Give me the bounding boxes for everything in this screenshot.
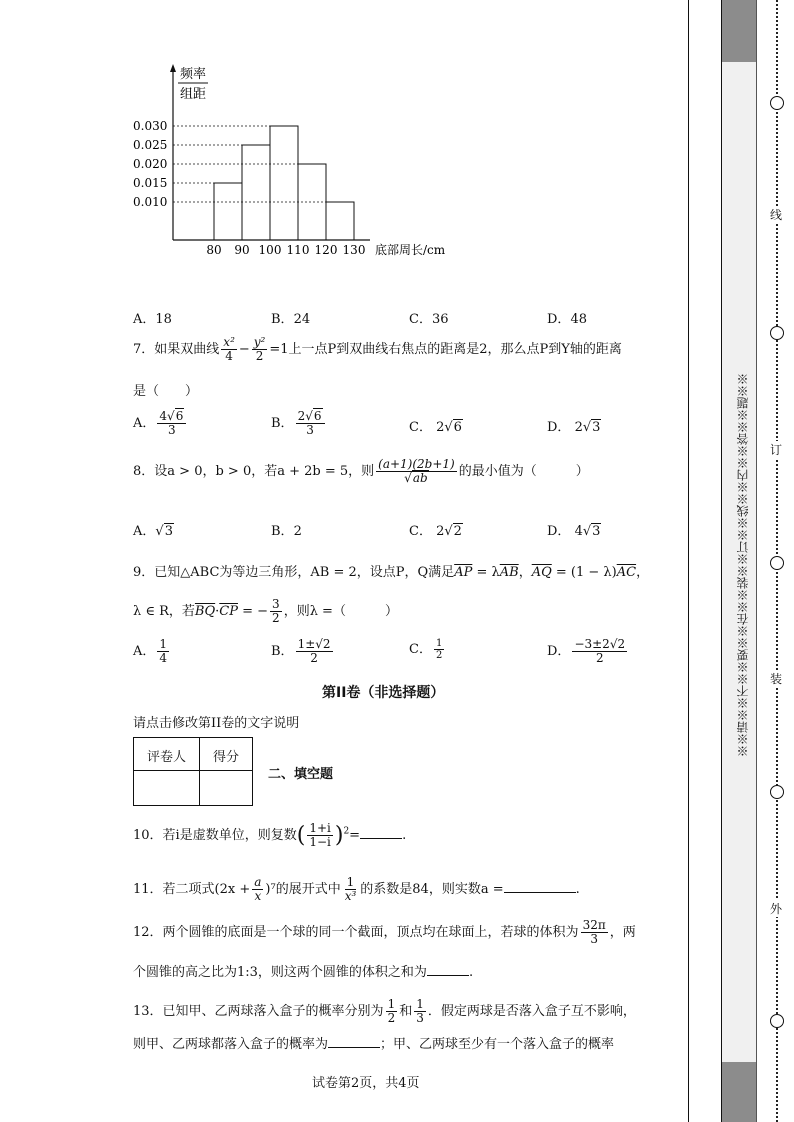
- x-tick-label: 130: [342, 243, 366, 257]
- q11-answer-blank[interactable]: [504, 892, 576, 893]
- question-13-line2: 则甲、乙两球都落入盒子的概率为 ；甲、乙两球至少有一个落入盒子的概率: [133, 1037, 615, 1052]
- histogram-bar: [270, 126, 298, 240]
- section-fill-heading: 二、填空题: [268, 767, 334, 782]
- q13-answer-blank-1[interactable]: [328, 1047, 380, 1048]
- x-tick-label: 120: [314, 243, 338, 257]
- binding-warning-text: ※※请※※不※※要※※在※※装※※订※※线※※内※※答※※题※※: [736, 373, 750, 757]
- q8-option-d: D． 4√3: [547, 524, 601, 539]
- y-axis-label-bottom: 组距: [180, 87, 207, 102]
- binding-mark-xian: 线: [770, 208, 783, 222]
- x-tick-label: 80: [206, 243, 222, 257]
- question-13: 13．已知甲、乙两球落入盒子的概率分别为 $\frac{1}{2}$ 和 $\frac{1}{3}$ ．假定两球是否落入盒子互不影响，: [133, 997, 636, 1025]
- question-10: 10．若i是虚数单位，则复数( $\frac{1+i}{1-i}$ )$^2$= .: [133, 821, 407, 849]
- y-tick-label: 0.030: [133, 119, 168, 133]
- q6-option-a: A．18: [133, 312, 172, 327]
- q6-option-c: C．36: [409, 312, 449, 327]
- page-footer: 试卷第2页，共4页: [312, 1076, 420, 1091]
- q12-answer-blank[interactable]: [427, 975, 469, 976]
- question-9: 9．已知△ABC为等边三角形，AB = 2，设点P，Q满足$\overline{AP} = \lambda\overline{AB}$，$\overline{AQ} = (1 - \lambda)\overline{AC}$，: [133, 565, 650, 580]
- q8-option-a: A．√3: [133, 524, 173, 539]
- x-tick-label: 110: [286, 243, 310, 257]
- q6-option-b: B．24: [271, 312, 311, 327]
- section-2-title: 第II卷（非选择题）: [322, 685, 445, 701]
- y-tick-label: 0.015: [133, 176, 168, 190]
- question-11: 11．若二项式(2x + $\frac{a}{x}$ )⁷的展开式中 $\frac{1}{\text{x³}}$ 的系数是84，则实数a = .: [133, 875, 580, 903]
- y-axis-arrow: [170, 64, 176, 72]
- question-8: 8．设a > 0，b > 0，若a + 2b = 5，则 $\frac{(a+1)(2b+1)}{√ab}$ 的最小值为（ ）: [133, 457, 589, 485]
- binding-circle-1: [770, 96, 784, 110]
- q7-option-d: D． 2√3: [547, 420, 601, 435]
- y-tick-label: 0.010: [133, 195, 168, 209]
- x-tick-label: 90: [234, 243, 250, 257]
- q10-answer-blank[interactable]: [360, 838, 402, 839]
- binding-mark-ding: 订: [770, 443, 783, 457]
- q7-option-c: C． 2√6: [409, 420, 462, 435]
- binding-circle-5: [770, 1014, 784, 1028]
- q7-option-b: B． $\frac{2√6}{3}$: [271, 410, 327, 437]
- question-12: 12．两个圆锥的底面是一个球的同一个截面，顶点均在球面上，若球的体积为 $\frac{32\pi}{3}$ ，两: [133, 918, 636, 946]
- q8-option-b: B．2: [271, 524, 302, 539]
- q6-option-d: D．48: [547, 312, 587, 327]
- x-axis-label: 底部周长/cm: [375, 243, 446, 257]
- histogram-bar: [242, 145, 270, 240]
- q9-option-c: C． $\frac{1}{2}$: [409, 638, 443, 661]
- q7-option-a: A． $\frac{4√6}{3}$: [133, 410, 188, 437]
- binding-sidebar: [688, 0, 794, 1122]
- binding-circle-4: [770, 785, 784, 799]
- question-7-line2: 是（ ）: [133, 384, 199, 399]
- question-7: 7．如果双曲线 $\frac{\text{x²}}{4}$ − $\frac{\text{y²}}{2}$ =1上一点P到双曲线右焦点的距离是2，那么点P到Y轴的距离: [133, 335, 622, 363]
- q8-option-c: C． 2√2: [409, 524, 462, 539]
- binding-mark-zhuang: 装: [770, 672, 783, 686]
- score-table-score-header: 得分: [212, 750, 239, 765]
- q9-option-a: A． $\frac{1}{4}$: [133, 637, 168, 665]
- frequency-histogram: [130, 60, 470, 265]
- q9-option-b: B． $\frac{1\pm√2}{2}$: [271, 637, 331, 665]
- binding-circle-2: [770, 326, 784, 340]
- section-2-note[interactable]: 请点击修改第II卷的文字说明: [133, 716, 300, 731]
- y-tick-label: 0.025: [133, 138, 168, 152]
- x-tick-label: 100: [258, 243, 282, 257]
- histogram-bar: [214, 183, 242, 240]
- q9-option-d: D． $\frac{-3\pm 2√2}{2}$: [547, 637, 626, 665]
- binding-circle-3: [770, 556, 784, 570]
- y-axis-label-top: 频率: [180, 67, 207, 82]
- score-table: [133, 737, 253, 806]
- y-tick-label: 0.020: [133, 157, 168, 171]
- score-table-grader-header: 评卷人: [146, 750, 186, 765]
- question-9-line2: λ ∈ R，若$\overline{BQ}\cdot\overline{CP}$ = − $\frac{3}{2}$ ，则λ =（ ）: [133, 597, 398, 625]
- histogram-bar: [326, 202, 354, 240]
- question-12-line2: 个圆锥的高之比为1:3，则这两个圆锥的体积之和为 .: [133, 965, 474, 980]
- binding-mark-wai: 外: [770, 902, 783, 916]
